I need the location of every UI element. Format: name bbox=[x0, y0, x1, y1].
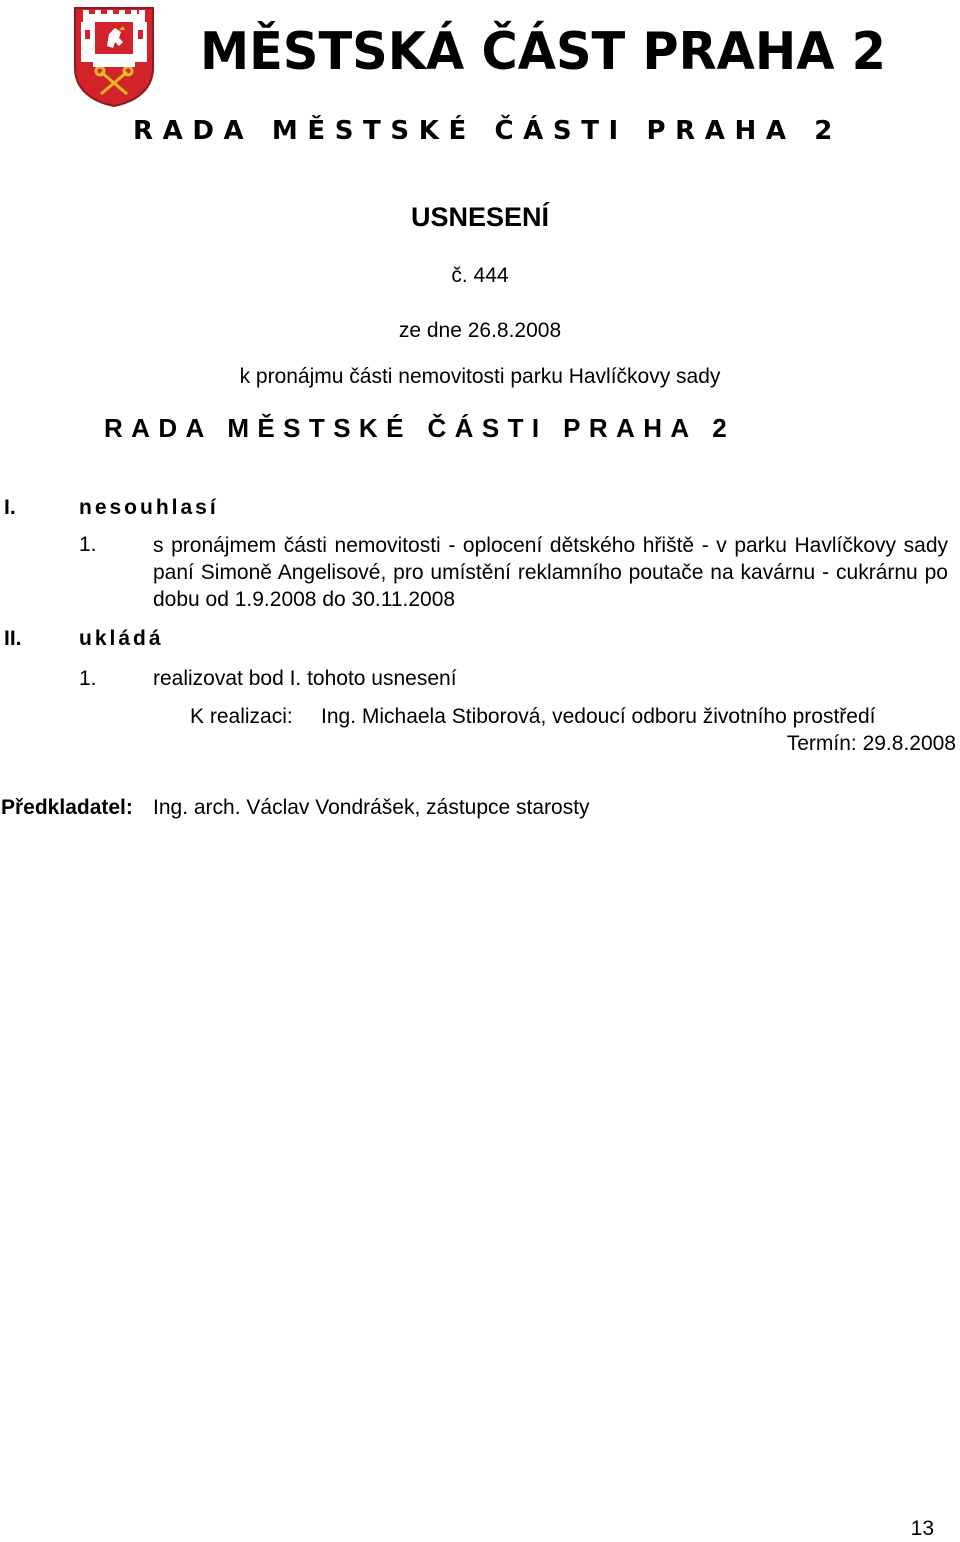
section-1-roman: I. bbox=[4, 496, 16, 519]
page-number: 13 bbox=[910, 1517, 934, 1540]
section-2-title: ukládá bbox=[79, 627, 164, 650]
resolution-number: č. 444 bbox=[451, 264, 509, 287]
district-name-heading: MĚSTSKÁ ČÁST PRAHA 2 bbox=[200, 22, 887, 82]
submitter-label: Předkladatel: bbox=[1, 796, 133, 819]
resolution-subject: k pronájmu části nemovitosti parku Havlíčkovy sady bbox=[239, 365, 721, 388]
responsible-label: K realizaci: bbox=[190, 705, 293, 728]
coat-of-arms-logo bbox=[73, 6, 155, 108]
section-1-title: nesouhlasí bbox=[79, 496, 219, 519]
submitter-name: Ing. arch. Václav Vondrášek, zástupce starosty bbox=[153, 796, 590, 819]
section-2-item-1-text: realizovat bod I. tohoto usnesení bbox=[153, 667, 457, 690]
responsible-person: Ing. Michaela Stiborová, vedoucí odboru životního prostředí bbox=[321, 705, 876, 728]
resolution-date: ze dne 26.8.2008 bbox=[398, 319, 562, 342]
section-2-item-1-number: 1. bbox=[79, 667, 97, 690]
resolution-title: USNESENÍ bbox=[410, 202, 550, 232]
section-2-roman: II. bbox=[4, 627, 22, 650]
section-1-item-1-number: 1. bbox=[79, 533, 97, 556]
section-1-item-1-text: s pronájmem části nemovitosti - oplocení dětského hřiště - v parku Havlíčkovy sady paní Simoně Angelisové, pro umístění reklamního poutače na kavárnu - cukrárnu po dobu od 1.9.2008 do 30.11.2008 bbox=[153, 534, 948, 611]
deadline: Termín: 29.8.2008 bbox=[786, 732, 956, 755]
council-banner: RADA MĚSTSKÉ ČÁSTI PRAHA 2 bbox=[133, 116, 842, 146]
council-name: RADA MĚSTSKÉ ČÁSTI PRAHA 2 bbox=[104, 413, 736, 443]
